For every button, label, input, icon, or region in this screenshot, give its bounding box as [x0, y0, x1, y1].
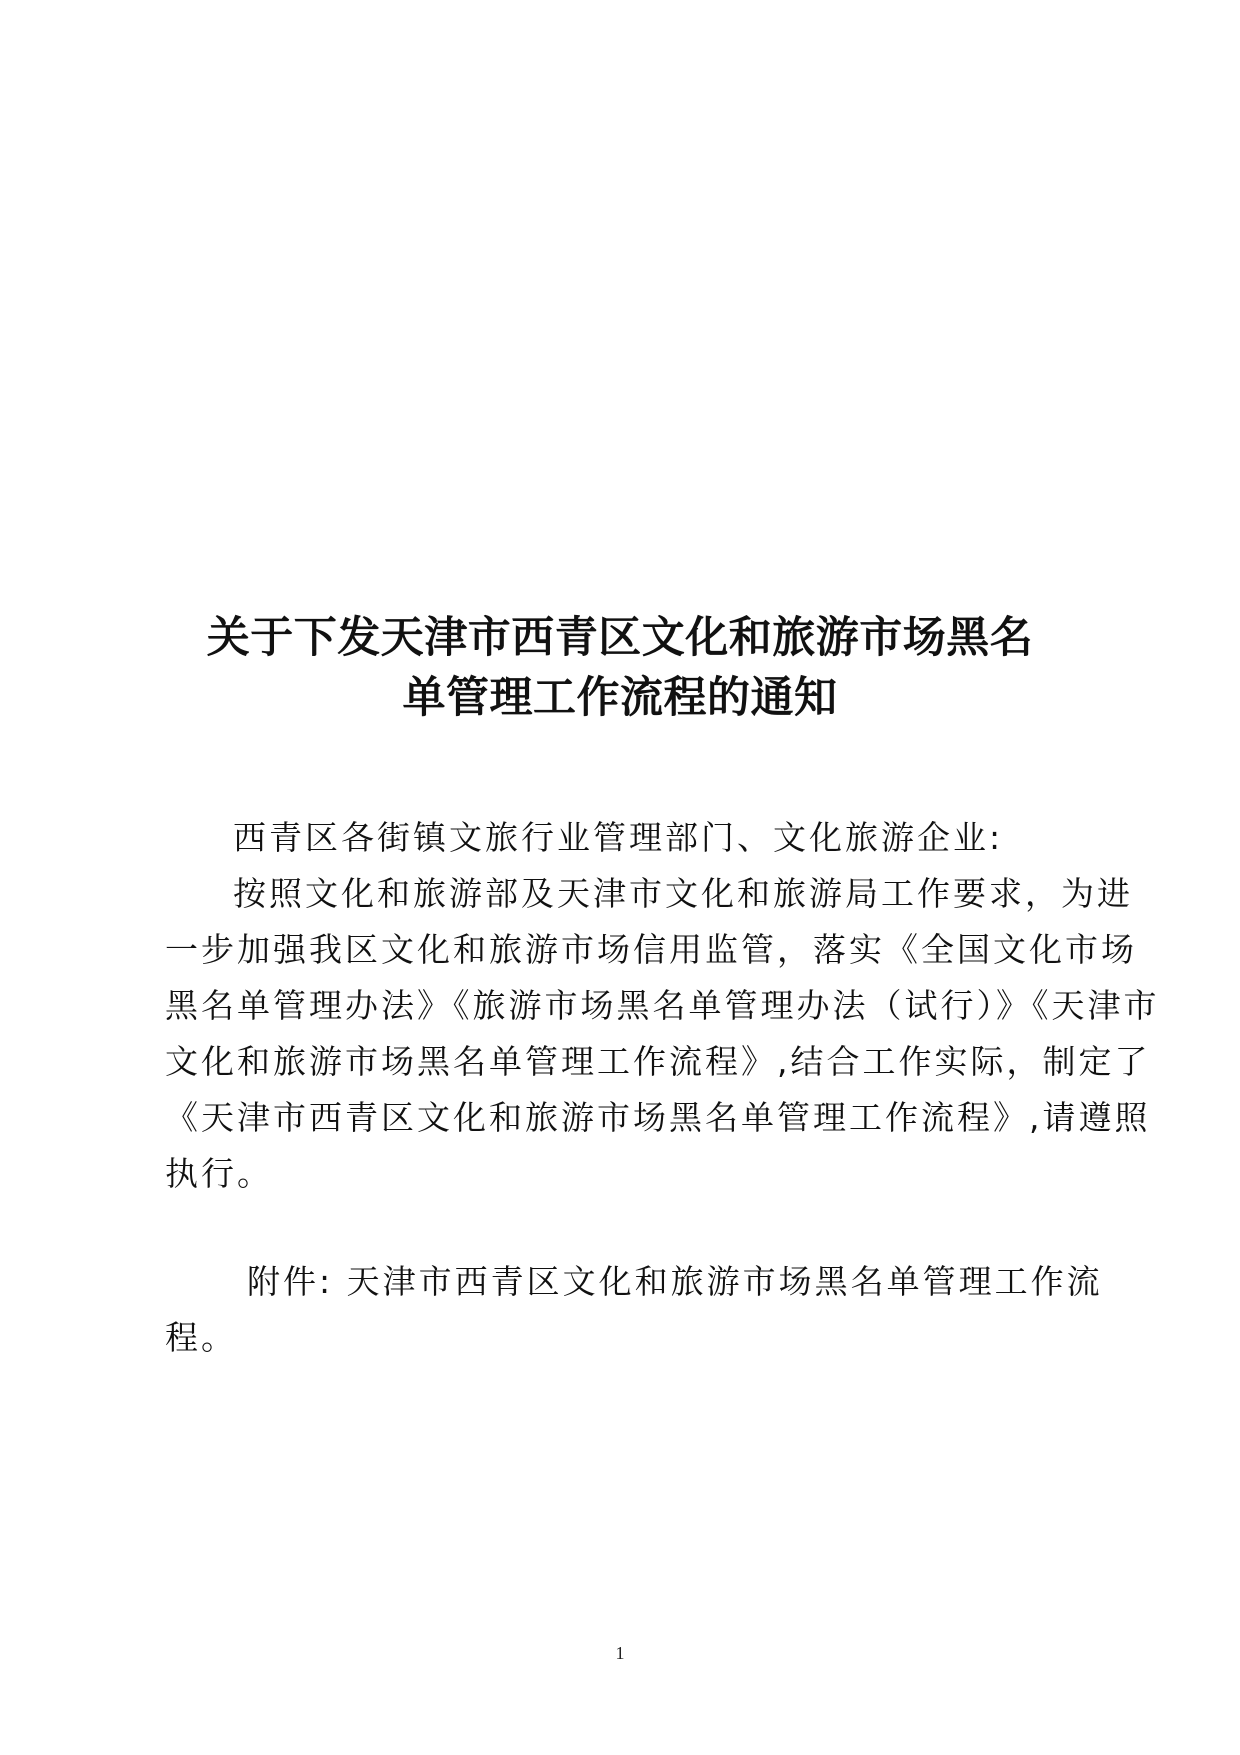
- document-title: [150, 608, 1090, 728]
- body-line-2: 一步加强我区文化和旅游市场信用监管，落实《全国文化市场: [165, 930, 1137, 969]
- attachment-line-1: 附件: 天津市西青区文化和旅游市场黑名单管理工作流: [247, 1262, 1103, 1301]
- title-line-2: 单管理工作流程的通知: [402, 673, 838, 723]
- title-line-1: 关于下发天津市西青区文化和旅游市场黑名: [206, 613, 1034, 663]
- paragraph-gap: [165, 1202, 1075, 1254]
- body-line-5: 《天津市西青区文化和旅游市场黑名单管理工作流程》,请遵照: [165, 1098, 1151, 1137]
- body-line-4: 文化和旅游市场黑名单管理工作流程》,结合工作实际，制定了: [165, 1042, 1151, 1081]
- body-line-1: 按照文化和旅游部及天津市文化和旅游局工作要求，为进: [233, 874, 1133, 913]
- salutation: 西青区各街镇文旅行业管理部门、文化旅游企业:: [233, 818, 1004, 857]
- body-line-6: 执行。: [165, 1154, 273, 1193]
- document-body: [165, 810, 1160, 1366]
- attachment-line-2: 程。: [165, 1318, 237, 1357]
- page-number: 1: [615, 1643, 625, 1663]
- body-line-3: 黑名单管理办法》《旅游市场黑名单管理办法（试行）》《天津市: [165, 986, 1160, 1025]
